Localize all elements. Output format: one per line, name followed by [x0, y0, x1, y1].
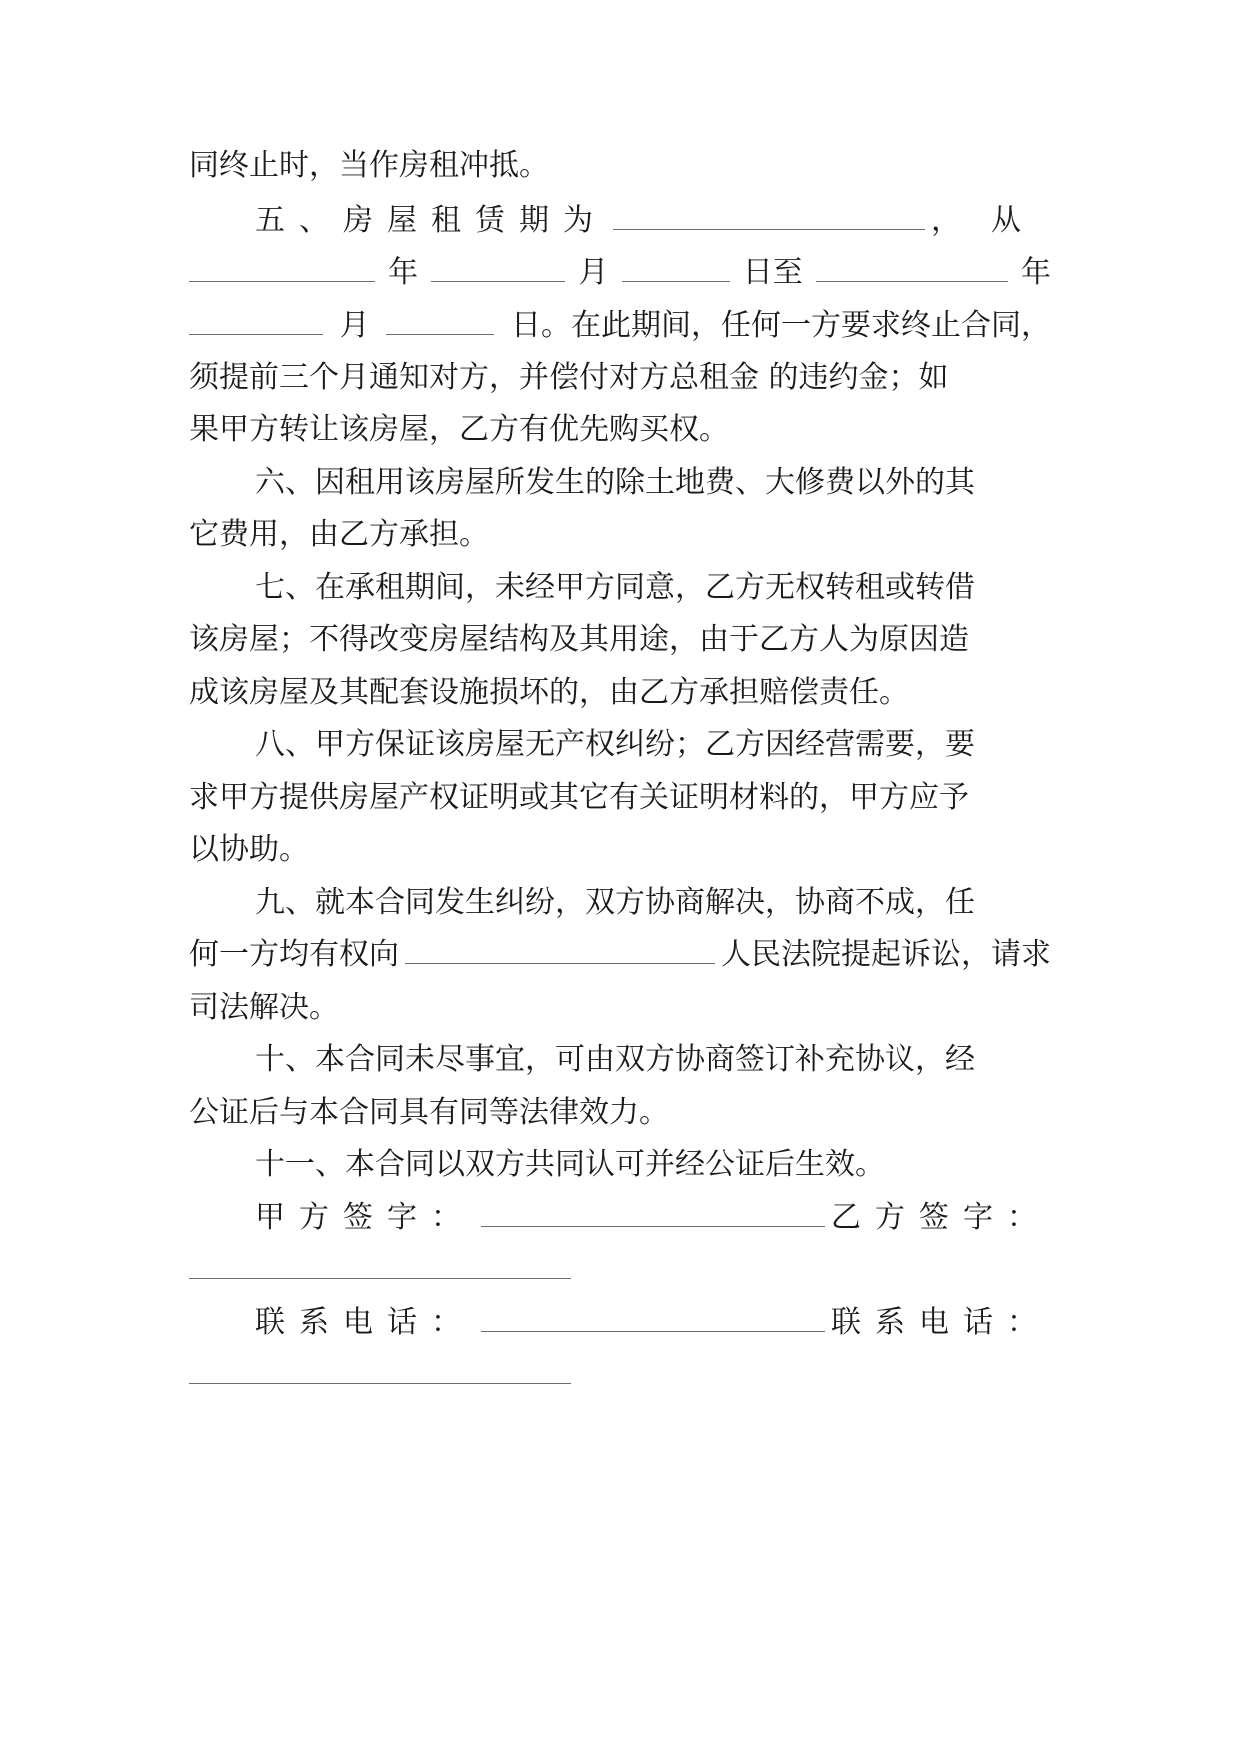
text-segment: 何一方均有权向	[189, 937, 399, 972]
start-year-blank[interactable]	[189, 251, 375, 282]
court-name-blank[interactable]	[405, 933, 715, 964]
text-line: 六、因租用该房屋所发生的除土地费、大修费以外的其	[255, 465, 975, 500]
termination-line	[189, 304, 1051, 348]
text-line: 九、就本合同发生纠纷，双方协商解决，协商不成，任	[255, 885, 975, 920]
court-line	[189, 933, 1051, 977]
text-segment: 年	[388, 255, 419, 290]
party-b-signature-label: 乙方签字：	[831, 1200, 1051, 1235]
text-line: 七、在承租期间，未经甲方同意，乙方无权转租或转借	[255, 570, 975, 605]
text-line: 十、本合同未尽事宜，可由双方协商签订补充协议，经	[255, 1042, 975, 1077]
lease-term-line	[189, 199, 1051, 243]
text-line: 果甲方转让该房屋，乙方有优先购买权。	[189, 412, 729, 447]
text-segment: 月	[339, 308, 370, 343]
party-a-phone-label: 联系电话：	[255, 1305, 475, 1340]
party-b-phone-row	[189, 1353, 1051, 1397]
party-b-signature-field[interactable]	[189, 1248, 571, 1279]
text-line: 八、甲方保证该房屋无产权纠纷；乙方因经营需要，要	[255, 727, 975, 762]
text-segment: 五、房屋租赁期为	[255, 203, 607, 238]
lease-period-blank[interactable]	[613, 199, 925, 230]
start-day-blank[interactable]	[622, 251, 730, 282]
end-year-blank[interactable]	[816, 251, 1008, 282]
text-segment: ，从	[931, 203, 1051, 238]
party-b-signature-row	[189, 1248, 1051, 1292]
text-segment: 人民法院提起诉讼，请求	[721, 937, 1051, 972]
start-month-blank[interactable]	[431, 251, 565, 282]
text-line: 成该房屋及其配套设施损坏的，由乙方承担赔偿责任。	[189, 675, 909, 710]
party-a-phone-field[interactable]	[481, 1301, 825, 1332]
party-b-phone-field[interactable]	[189, 1353, 571, 1384]
text-segment: 月	[578, 255, 609, 290]
text-line: 以协助。	[189, 832, 309, 867]
end-month-blank[interactable]	[189, 304, 323, 335]
text-segment: 日。在此期间，任何一方要求终止合同，	[510, 308, 1051, 343]
text-line: 司法解决。	[189, 990, 339, 1025]
text-segment: 日至	[742, 255, 803, 290]
text-line: 公证后与本合同具有同等法律效力。	[189, 1095, 669, 1130]
end-day-blank[interactable]	[386, 304, 494, 335]
phone-line	[189, 1301, 1051, 1345]
party-b-phone-label: 联系电话：	[831, 1305, 1051, 1340]
text-line: 同终止时，当作房租冲抵。	[189, 148, 549, 183]
date-range-line	[189, 251, 1051, 295]
text-line: 须提前三个月通知对方，并偿付对方总租金 的违约金；如	[189, 360, 949, 395]
text-line: 该房屋；不得改变房屋结构及其用途，由于乙方人为原因造	[189, 622, 969, 657]
signature-line	[189, 1196, 1051, 1240]
text-segment: 年	[1020, 255, 1051, 290]
text-line: 十一、本合同以双方共同认可并经公证后生效。	[255, 1147, 885, 1182]
party-a-signature-field[interactable]	[481, 1196, 825, 1227]
text-line: 它费用，由乙方承担。	[189, 517, 489, 552]
text-line: 求甲方提供房屋产权证明或其它有关证明材料的，甲方应予	[189, 780, 969, 815]
party-a-signature-label: 甲方签字：	[255, 1200, 475, 1235]
